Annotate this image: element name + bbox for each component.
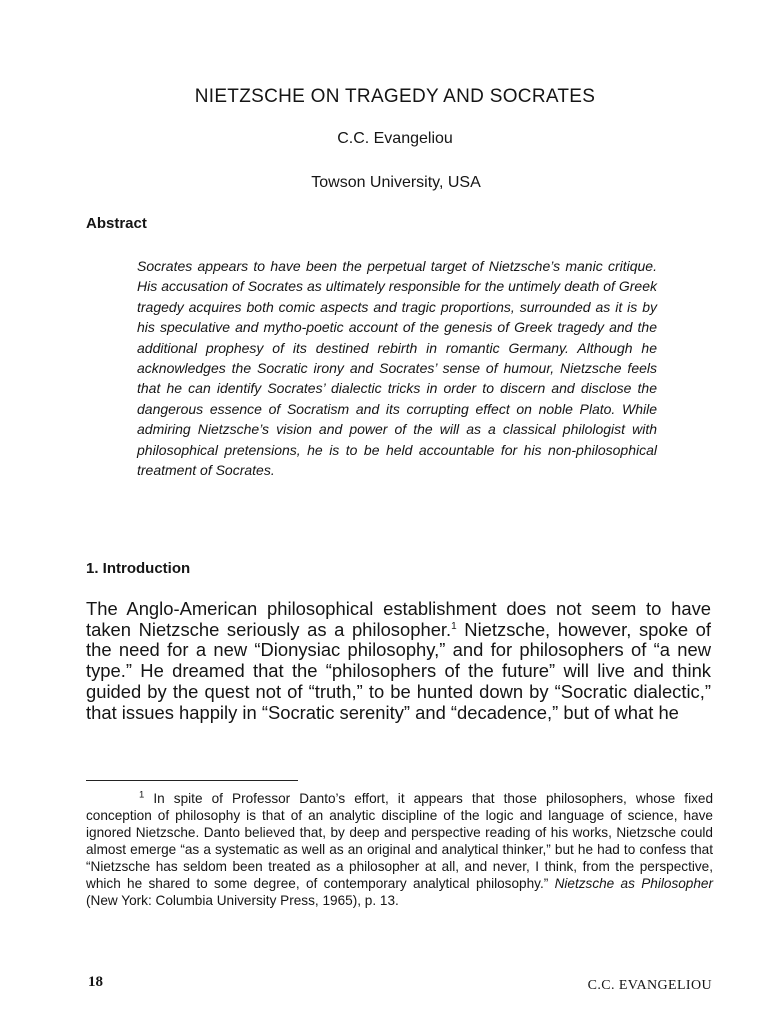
footnote-divider (86, 780, 298, 781)
abstract-heading: Abstract (86, 215, 147, 232)
footnote-number: 1 (139, 789, 145, 801)
footnote-book-title: Nietzsche as Philosopher (554, 876, 714, 891)
author-name: C.C. Evangeliou (337, 130, 453, 147)
intro-text-part-1: The Anglo-American philosophical establishment does not seem to have taken Nietzsche seriously as a philosopher. (86, 598, 711, 640)
section-heading-introduction: 1. Introduction (86, 560, 191, 577)
running-head: C.C. EVANGELIOU (587, 978, 712, 993)
paper-title: NIETZSCHE ON TRAGEDY AND SOCRATES (194, 86, 596, 107)
footnote-text-part-2: (New York: Columbia University Press, 1965), p. 13. (86, 893, 399, 908)
footnote (86, 790, 713, 909)
abstract-body: Socrates appears to have been the perpetual target of Nietzsche’s manic critique. His accusation of Socrates as ultimately responsible for the untimely death of Greek tragedy acquires both comic aspects and tragic proportions, surrounded as it is by his speculative and mytho-poetic account of the genesis of Greek tragedy and the additional prophesy of its destined rebirth in romantic Germany. Although he acknowledges the Socratic irony and Socrates’ sense of humour, Nietzsche feels that he can identify Socrates’ dialectic tricks in order to discern and disclose the dangerous essence of Socratism and its corrupting effect on noble Plato. While admiring Nietzsche’s vision and power of the will as a classical philologist with philosophical pretensions, he is to be held accountable for his non-philosophical treatment of Socrates. (137, 258, 657, 479)
intro-text-part-2: Nietzsche, however, spoke of the need for a new “Dionysiac philosophy,” and for philosophers of “a new type.” He dreamed that the “philosophers of the future” will live and think guided by the quest not of “truth,” to be hunted down by “Socratic dialectic,” that issues happily in “Socratic serenity” and “decadence,” but of what he (86, 618, 711, 723)
footnote-reference[interactable]: 1 (451, 620, 457, 632)
affiliation: Towson University, USA (311, 174, 481, 191)
page-number: 18 (88, 974, 103, 990)
footnote-first-line (86, 791, 153, 806)
footnote-text-part-1: In spite of Professor Danto’s effort, it appears that those philosophers, whose fixed conception of philosophy is that of an analytic discipline of the logic and language of science, have ignored Nietzsche. Danto believed that, by deep and perspective reading of his works, Nietzsche could almost emerge “as a systematic as well as an original and analytical thinker,” but he had to confess that “Nietzsche has seldom been treated as a philosopher at all, and never, I think, from the perspective, which he shared to some degree, of contemporary analytical philosophy.” (86, 791, 714, 891)
introduction-paragraph (86, 599, 711, 723)
